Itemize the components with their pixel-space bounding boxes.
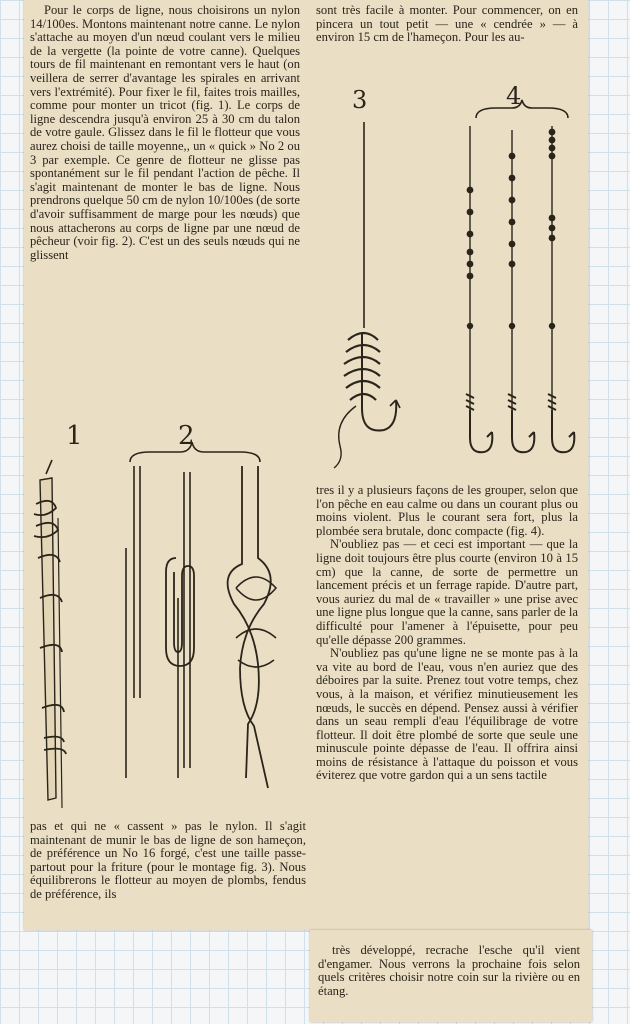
column-5-text <box>318 944 580 998</box>
column-2-text <box>316 4 578 45</box>
paragraph: très développé, recrache l'esche qu'il vient d'engamer. Nous verrons la prochaine fois selon quels critères choisir notre coin sur la rivière ou en étang. <box>318 943 580 998</box>
paragraph: Pour le corps de ligne, nous choisirons un nylon 14/100es. Montons maintenant notre canne. Le nylon s'attache au moyen d'un nœud coulant vers le milieu de la vergette (la pointe de votre canne). Quelques tours de fil maintenant en remontant vers le haut (on veillera de serrer d'avantage les spirales en arrivant vers l'extrémité). Pour fixer le fil, faites trois mailles, comme pour monter un tricot (fig. 1). Le corps de ligne descendra jusqu'à environ 25 à 30 cm du talon de votre gaule. Glissez dans le fil le flotteur que vous aurez choisi de taille moyenne,, un « quick » No 2 ou 3 par exemple. Ce genre de flotteur ne glisse pas spontanément sur le fil pendant l'action de pêche. Il s'agit maintenant de monter le bas de ligne. Nous prendrons quelque 50 cm de nylon 10/100es (de sorte d'avoir suffisamment de marge pour les nœuds) que nous attacherons au corps de ligne par une nœud de pêcheur (voir fig. 2). C'est un des seuls nœuds qui ne glissent <box>30 3 301 262</box>
paragraph: pas et qui ne « cassent » pas le nylon. Il s'agit maintenant de munir le bas de ligne de son hameçon, de préférence un No 16 forgé, c'est une taille passe-partout pour la friture (pour le montage fig. 3). Nous équilibrerons le flotteur au moyen de plombs, fendus de préférence, ils <box>30 819 306 901</box>
column-4-text <box>316 484 578 783</box>
figure-3-label: 3 <box>352 86 368 114</box>
paragraph: N'oubliez pas qu'une ligne ne se monte pas à la va vite au bord de l'eau, vous n'en auriez que des déboires par la suite. Prenez tout votre temps, chez vous, à la maison, et vérifiez minutieusement les nœuds, le succès en dépend. Pensez aussi à vérifier dans un seau rempli d'eau l'équilibrage de votre flotteur. Il doit être plombé de sorte que seule une minuscule pointe dépasse de l'eau. Il offrira ainsi moins de résistance à l'attaque du poisson et vous éviterez que votre gardon qui a un sens tactile <box>316 646 578 783</box>
figure-3-4-illustration <box>316 78 586 478</box>
figure-4-label: 4 <box>506 82 522 110</box>
paragraph: N'oubliez pas — et ceci est important — que la ligne doit toujours être plus courte (environ 10 à 15 cm) que la canne, de sorte de permettre un lancement précis et un ferrage rapide. D'autre part, vous auriez du mal de « travailler » une prise avec une ligne plus longue que la canne, sans parler de la difficulté pour l'amener à l'épuisette, pour peu qu'elle dépasse 200 grammes. <box>316 537 578 647</box>
column-3-text <box>30 820 306 902</box>
figure-2-label: 2 <box>178 421 195 451</box>
paragraph: sont très facile à monter. Pour commencer, on en pincera un tout petit — une « cendrée » — à environ 15 cm de l'hameçon. Pour les au- <box>316 3 578 45</box>
paragraph: tres il y a plusieurs façons de les grouper, selon que l'on pêche en eau calme ou dans un courant plus ou moins violent. Plus le courant sera fort, plus la plombée sera brutale, donc compacte (fig. 4). <box>316 483 578 538</box>
column-1-text <box>30 4 300 262</box>
figure-1-label: 1 <box>66 421 83 451</box>
figure-1-2-illustration <box>30 408 312 818</box>
